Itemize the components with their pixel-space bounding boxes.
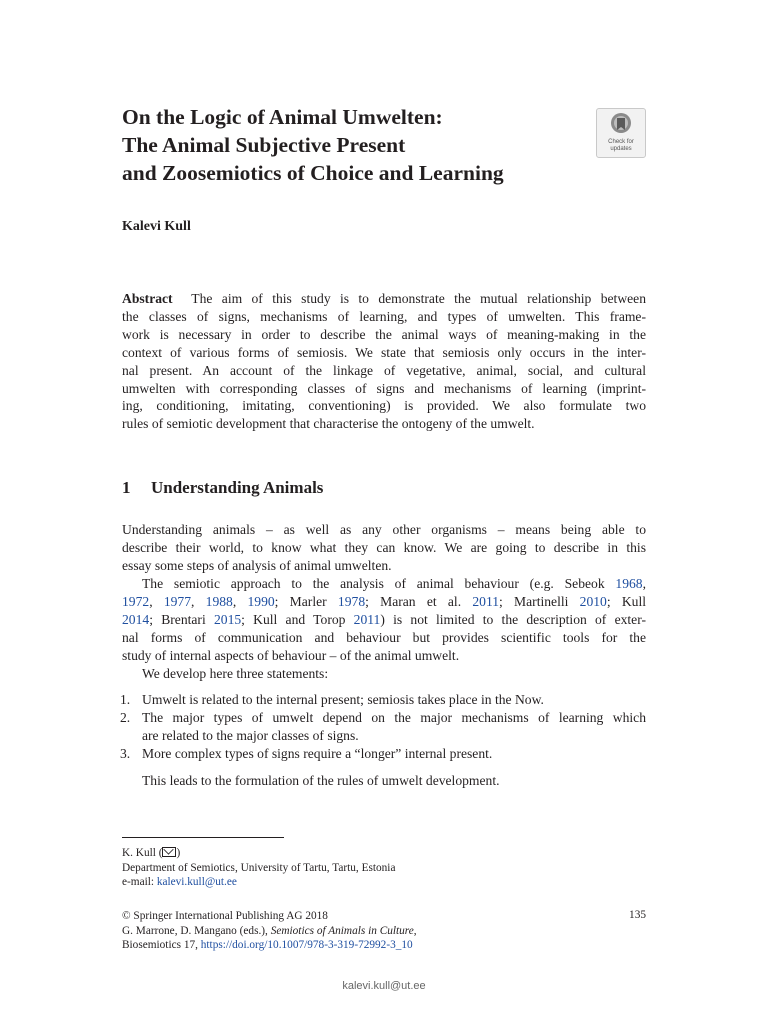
- footnote-email-line: e-mail: kalevi.kull@ut.ee: [122, 876, 237, 888]
- bookmark-icon: [610, 113, 632, 137]
- footnote-name-line: K. Kull ( ): [122, 847, 181, 859]
- citation-link[interactable]: 2011: [472, 593, 500, 609]
- abstract-line: rules of semiotic development that characterise the ontogeny of the umwelt.: [122, 416, 535, 432]
- citation-link[interactable]: 1977: [163, 593, 192, 609]
- abstract-line: the classes of signs, mechanisms of learning, and types of umwelten. This frame-: [122, 308, 646, 324]
- section-title: Understanding Animals: [151, 478, 324, 497]
- citation-link[interactable]: 2014: [122, 611, 150, 627]
- copyright-line: © Springer International Publishing AG 2018: [122, 910, 328, 922]
- citation-link[interactable]: 1988: [205, 593, 233, 609]
- title-line: On the Logic of Animal Umwelten:: [122, 105, 443, 129]
- page-number: 135: [629, 909, 646, 921]
- abstract-line: work is necessary in order to describe the animal ways of meaning-making in the: [122, 326, 646, 342]
- footnote-rule: [122, 837, 284, 838]
- author-footnote: [122, 846, 395, 890]
- copyright-block: [122, 909, 417, 953]
- citation-link[interactable]: 2011: [353, 611, 381, 627]
- body-line: nal forms of communication and behaviour but provides scientific tools for the: [122, 629, 646, 645]
- body-line: 2014; Brentari 2015; Kull and Torop 2011) is not limited to the description of exter-: [122, 611, 646, 627]
- watermark-email: kalevi.kull@ut.ee: [342, 980, 426, 992]
- body-line: Understanding animals – as well as any other organisms – means being able to: [122, 522, 646, 537]
- list-item: 2. The major types of umwelt depend on the major mechanisms of learning which are related to the major classes of signs.: [120, 709, 646, 743]
- abstract-line: nal present. An account of the linkage of vegetative, animal, social, and cultural: [122, 362, 646, 378]
- body-line: This leads to the formulation of the rules of umwelt development.: [142, 773, 500, 788]
- list-item: 1. Umwelt is related to the internal present; semiosis takes place in the Now.: [120, 692, 544, 707]
- badge-label: Check for updates: [608, 139, 634, 152]
- abstract-line: Abstract The aim of this study is to demonstrate the mutual relationship between: [122, 291, 646, 306]
- title-line: The Animal Subjective Present: [122, 133, 406, 157]
- citation-link[interactable]: 1990: [247, 593, 275, 609]
- body-line: The semiotic approach to the analysis of animal behaviour (e.g. Sebeok 1968,: [142, 576, 646, 591]
- body-line: 1972, 1977, 1988, 1990; Marler 1978; Maran et al. 2011; Martinelli 2010; Kull: [122, 593, 647, 609]
- paper-title: [122, 103, 592, 187]
- abstract-line: ing, conditioning, imitating, conventioning) is provided. We also formulate two: [122, 398, 646, 414]
- doi-link[interactable]: https://doi.org/10.1007/978-3-319-72992-3_10: [200, 939, 413, 951]
- citation-link[interactable]: 2010: [579, 593, 607, 609]
- abstract: [122, 290, 646, 433]
- body-line: We develop here three statements:: [142, 665, 329, 681]
- author-name: Kalevi Kull: [122, 219, 191, 234]
- body-paragraph-2: [122, 575, 646, 682]
- title-line: and Zoosemiotics of Choice and Learning: [122, 161, 504, 185]
- abstract-label: Abstract: [122, 291, 173, 306]
- abstract-line: umwelten with corresponding classes of signs and mechanisms of learning (imprint-: [122, 380, 646, 396]
- footnote-affiliation: Department of Semiotics, University of Tartu, Tartu, Estonia: [122, 861, 396, 874]
- doi-line: Biosemiotics 17, https://doi.org/10.1007/978-3-319-72992-3_10: [122, 939, 413, 951]
- citation-link[interactable]: 2015: [213, 611, 242, 627]
- email-link[interactable]: kalevi.kull@ut.ee: [156, 876, 237, 888]
- citation-link[interactable]: 1972: [122, 593, 150, 609]
- book-citation-line: G. Marrone, D. Mangano (eds.), Semiotics of Animals in Culture,: [122, 924, 417, 937]
- envelope-icon: [162, 847, 176, 857]
- section-heading: [122, 478, 323, 498]
- statement-list: [122, 691, 646, 763]
- citation-link[interactable]: 1968: [615, 576, 643, 591]
- citation-link[interactable]: 1978: [337, 593, 366, 609]
- body-paragraph-4: [122, 772, 646, 790]
- check-for-updates-badge[interactable]: [596, 108, 646, 158]
- body-paragraph-1: [122, 521, 646, 575]
- section-number: 1: [122, 478, 131, 497]
- list-item: 3. More complex types of signs require a “longer” internal present.: [120, 745, 493, 761]
- body-line: essay some steps of analysis of animal umwelten.: [122, 557, 392, 573]
- body-line: describe their world, to know what they can know. We are going to describe in this: [122, 539, 646, 555]
- abstract-line: context of various forms of semiosis. We state that semiosis only occurs in the inter-: [122, 344, 646, 360]
- body-line: study of internal aspects of behaviour – of the animal umwelt.: [122, 647, 460, 663]
